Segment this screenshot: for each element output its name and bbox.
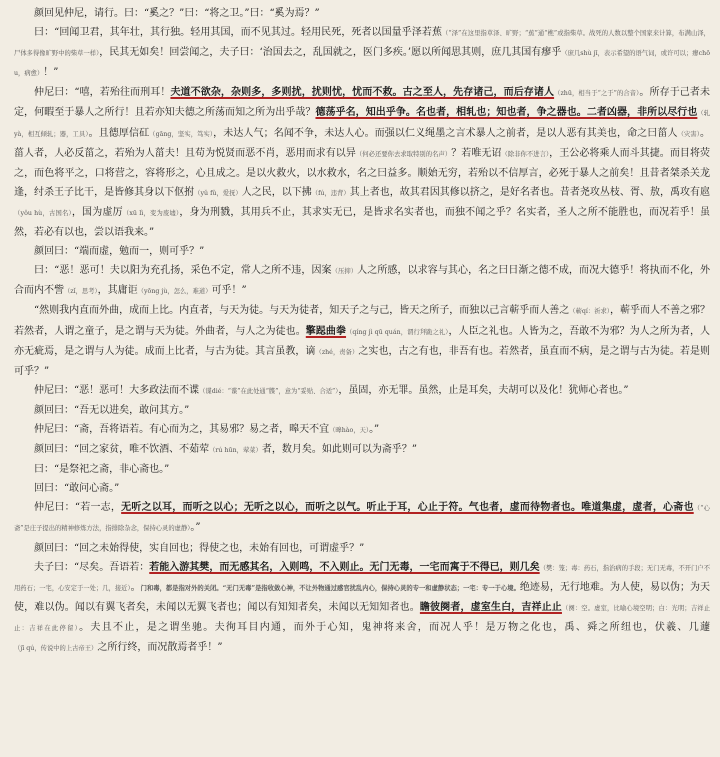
annotation-note: （yǒu hù，古国名）	[14, 209, 72, 217]
paragraph	[14, 460, 710, 479]
paragraph	[14, 381, 710, 401]
highlighted-passage: 夫道不欲杂，杂则多，多则扰，扰则忧，忧而不救。古之至人，先存诸己，而后存诸人	[170, 87, 555, 99]
text-run: 。	[130, 581, 141, 593]
text-run: 之所行终，而况散焉者乎！”	[97, 642, 223, 653]
highlighted-passage: 瞻彼阕者，虚室生白，吉祥止止	[419, 601, 562, 613]
text-run: 。夫且不止，是之谓坐驰。夫徇耳目内通，而外于心知，鬼神将来舍，而况人乎！是万物之化也，禹、舜之所纽也，伏羲、几蘧	[79, 621, 710, 633]
text-run: 其上者也，故其君因其修以挤之，是好名者也。昔者尧攻丛枝、胥、敖，禹攻有扈	[349, 186, 710, 198]
text-run: 颜回曰：“回之家贫，唯不饮酒、不茹荤	[34, 444, 210, 456]
paragraph	[14, 301, 710, 380]
annotation-note: （何必还要你去求取特别的名声）	[355, 150, 452, 158]
highlighted-passage: 无听之以耳，而听之以心；无听之以心，而听之以气。听止于耳，心止于符。气也者，虚而待物者也。唯道集虚，虚者，心斋也	[121, 502, 694, 514]
text-run: 人之民，以下拂	[241, 186, 312, 198]
text-run: ，身为刑戮，其用兵不止，其求实无已，是皆求名实者也，而独不闻之乎？名实者，圣人之所不能胜也，而况若乎！虽然，若必有以也，尝以语我来。”	[14, 206, 710, 239]
annotation-note: （qíng jì qū quán，谓行拜跪之礼）	[346, 328, 449, 336]
annotation-note: （灾害）	[677, 130, 701, 138]
paragraph	[14, 261, 710, 301]
text-run: ，王公必将乘人而斗其捷。而目将荧之，而色将平之，口将营之，容将形之，心且成之。是以火救火，以水救水，名之曰益多。顺始无穷，若殆以不信厚言，必死于暴人之前矣！且昔者桀杀关龙逢，纣杀王子比干，是皆修其身以下伛拊	[14, 147, 711, 198]
text-run: 。所存于己者未定，何暇至于暴人之所行！且若亦知夫德之所荡而知之所为出乎哉？	[14, 87, 710, 119]
text-run: ，其庸讵	[97, 285, 138, 297]
highlighted-passage: 擎跽曲拳	[305, 325, 347, 337]
annotation-note: 门和毒，都是指对外的关闭。“无门无毒”是指收敛心神，不让外物通过感官扰乱内心，保持心灵的专一和虚静状态；一宅：专一于心境。	[140, 584, 520, 592]
annotation-note: （阕：空。虚室，比喻心境空明；白：光明；吉祥止止：吉祥在此停留）	[14, 604, 711, 632]
text-run: ，未达人气；名闻不争，未达人心。而强以仁义绳墨之言术暴人之前者，是以人恶有其美也，命之曰菑人	[213, 127, 678, 139]
text-run: ，民其无如矣！回尝闻之，夫子曰：‘治国去之，乱国就之，医门多疾。’愿以所闻思其则，庶几其国有瘳乎	[99, 47, 562, 59]
paragraph	[14, 440, 710, 460]
paragraph	[14, 498, 710, 538]
text-run: 颜回见仲尼，请行。曰：“奚之？”曰：“将之卫。”曰：“奚为焉？”	[34, 8, 320, 19]
text-run: 之实也，古之有也，非吾有也。若然者，虽直而不病，是之谓与古为徒。若是则可乎？”	[14, 345, 711, 377]
annotation-note: （xū lì，变为废墟）	[122, 209, 180, 217]
text-run: ！”	[43, 67, 59, 79]
text-run: 曰：“是祭祀之斋，非心斋也。”	[34, 464, 170, 476]
annotation-note: （zhū，相当于“之于”的合音）	[554, 90, 640, 98]
annotation-note: （yǔ fǔ，爱抚）	[194, 189, 242, 197]
text-run: ，人臣之礼也。人皆为之，吾敢不为邪？为人之所为者，人亦无疵焉，是之谓与人为徒。成而上比者，与古为徒。其言虽教，谪	[14, 325, 711, 357]
text-run: 。”	[190, 522, 201, 534]
annotation-note: （“心斋”是庄子提出的精神修炼方法，指排除杂念，保持心灵的虚静）	[14, 505, 710, 533]
text-run: 夫子曰：“尽矣。吾语若：	[34, 561, 150, 573]
text-run: 颜回曰：“吾无以进矣，敢问其方。”	[34, 404, 190, 416]
paragraph	[14, 4, 710, 23]
annotation-note: （暤hào，天）	[329, 426, 370, 434]
paragraph	[14, 479, 710, 498]
annotation-note: （蕲qí：祈求）	[569, 308, 610, 316]
annotation-note: （gāng，坚实，笃实）	[149, 130, 214, 138]
text-run: 曰：“恶！恶可！夫以阳为充孔扬，采色不定，常人之所不违，因案	[34, 265, 332, 277]
text-run: ，虽固，亦无罪。虽然，止是耳矣，夫胡可以及化！犹师心者也。”	[338, 384, 629, 396]
text-run: 曰：“回闻卫君，其年壮，其行独。轻用其国，而不见其过。轻用民死，死者以国量乎泽若蕉	[34, 27, 443, 39]
text-run: ？若唯无诏	[451, 147, 502, 159]
annotation-note: （“泽”在这里指草泽、旷野；“蕉”通“樵”或指柴草。战死的人数以整个国家来计算，布满山泽，尸体多得像旷野中的柴草一样）	[14, 30, 710, 58]
text-run: 人之所感，以求容与其心，名之曰日渐之德不成，而况大德乎！将执而不化，外合而内不訾	[14, 265, 710, 297]
annotation-note: （谍dié：“谍”在此处通“牒”，意为“妥贴、合适”）	[199, 387, 339, 395]
highlighted-passage: 若能入游其樊，而无感其名，入则鸣，不入则止。无门无毒，一宅而寓于不得已，则几矣	[149, 561, 540, 573]
text-run: 。且德厚信矼	[88, 127, 150, 139]
annotation-note: （fú，违背）	[311, 189, 350, 197]
text-run: 颜回曰：“回之未始得使，实自回也；得使之也，未始有回也，可谓虚乎？”	[34, 542, 365, 554]
annotation-note: （jī qú，传说中的上古帝王）	[14, 645, 98, 652]
text-run: 仲尼曰：“若一志，	[34, 502, 122, 514]
text-run: 。”	[369, 423, 380, 435]
annotation-note: （除非你不进言）	[501, 150, 550, 158]
annotation-note: （yōng jù，怎么，难道）	[137, 288, 212, 296]
text-run: ，国为虚厉	[71, 206, 123, 218]
annotation-note: （樊：笼；毒：药石，指治病的手段；无门无毒，不开门户不用药石；一宅，心安定于一处；几，接近）	[14, 564, 710, 592]
text-run: 绝迹易，无行地难。为人使，易以伪；为天使，难以伪。闻以有翼飞者矣，未闻以无翼飞者也；闻以有知知者矣，未闻以无知知者也。	[14, 581, 711, 613]
text-run: 回曰：“敢问心斋。”	[34, 483, 120, 495]
text-run: 。菑人者，人必反菑之，若殆为人菑夫！且苟为悦贤而恶不肖，恶用而求有以异	[14, 127, 711, 159]
paragraph	[14, 23, 710, 83]
annotation-note: （zǐ，思考）	[64, 288, 98, 296]
paragraph	[14, 420, 710, 440]
paragraph	[14, 558, 710, 658]
annotation-note: （压抑）	[331, 268, 358, 276]
text-run: 可乎！”	[211, 285, 247, 297]
paragraph	[14, 242, 710, 261]
annotation-note: （庶几shù jī，表示希望的语气词，或许可以；瘳chōu，病愈）	[14, 50, 710, 78]
text-run: “然则我内直而外曲，成而上比。内直者，与天为徒。与天为徒者，知天子之与己，皆天之所子，而独以己言蕲乎而人善之	[34, 305, 570, 317]
text-run: 仲尼曰：“斋，吾将语若。有心而为之，其易邪？易之者，暤天不宜	[34, 423, 330, 435]
paragraph	[14, 83, 710, 242]
text-run: 者，数月矣。如此则可以为斋乎？”	[261, 444, 417, 456]
text-run: 仲尼曰：“恶！恶可！大多政法而不谍	[34, 384, 200, 396]
highlighted-passage: 德荡乎名，知出乎争。名也者，相轧也；知也者，争之器也。二者凶器，非所以尽行也	[315, 107, 698, 119]
text-run: 仲尼曰：“嘻，若殆往而刑耳！	[34, 87, 171, 99]
annotation-note: （轧yà，相互倾轧；器，工具）	[14, 110, 711, 138]
annotation-note: （rú hūn，荤菜）	[209, 447, 262, 455]
text-run: 颜回曰：“端而虚，勉而一，则可乎？”	[34, 246, 205, 258]
paragraph	[14, 539, 710, 558]
paragraph	[14, 401, 710, 420]
annotation-note: （zhé，责备）	[315, 348, 359, 356]
text-run: ，蕲乎而人不善之邪？若然者，人谓之童子，是之谓与天为徒。外曲者，与人之为徒也。	[14, 305, 710, 337]
